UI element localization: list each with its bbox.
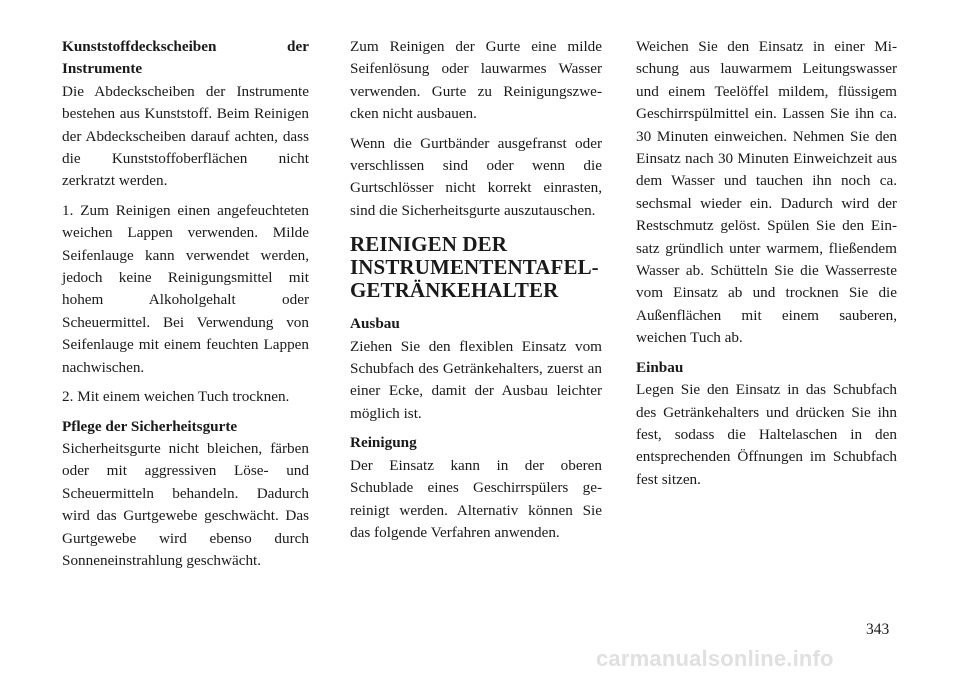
subheading-installation: Einbau: [636, 358, 684, 376]
list-item-step-2: 2. Mit einem weichen Tuch trocknen.: [62, 388, 290, 406]
section-heading-cupholder: [350, 233, 602, 302]
page-number: 343: [866, 621, 890, 638]
section-body-seatbelt-care: Sicherheitsgurte nicht bleichen, färben oder mit aggressiven Löse- und Scheuermitteln behandeln. Dadurch wird das Gurtgewebe geschwächt. Das Gurtgewebe wird ebenso durch Sonneneinstrahlung geschwächt.: [62, 439, 309, 569]
heading-line-3: GETRÄNKEHALTER: [350, 278, 559, 303]
section-title-seatbelt-care: Pflege der Sicherheitsgurte: [62, 417, 238, 435]
heading-line-2: INSTRUMENTENTAFEL-: [350, 255, 599, 280]
section-removal: [350, 313, 602, 425]
subheading-removal: Ausbau: [350, 315, 400, 333]
section-cleaning: [350, 432, 602, 544]
watermark: carmanualsonline.info: [596, 646, 834, 671]
column-right: [636, 36, 897, 498]
section-installation: [636, 357, 897, 491]
list-item-step-1: 1. Zum Reinigen einen angefeuchteten weichen Lappen verwenden. Milde Seifenlauge kann verwendet werden, jedoch keine Reinigungsmittel mit hohem Alkoholgehalt oder Scheuermittel. Bei Verwendung von Seifenlauge mit einem feuchten Lappen nachwischen.: [62, 201, 309, 376]
body-installation: Legen Sie den Einsatz in das Schubfach des Getränkehalters und drücken Sie ihn fest, sodass die Haltelaschen in den entsprechenden Öffnungen im Schubfach fest sitzen.: [636, 381, 897, 488]
heading-line-1: REINIGEN DER: [350, 232, 507, 257]
section-title-instrument-covers: Kunststoffdeckscheiben der Instrumente: [62, 38, 309, 78]
subheading-cleaning: Reinigung: [350, 434, 417, 452]
body-cleaning: Der Einsatz kann in der oberen Schublade eines Geschirrspülers gereinigt werden. Alternativ können Sie das folgende Verfahren anwenden.: [350, 456, 602, 541]
paragraph-seatbelt-replacement: Wenn die Gurtbänder ausgefranst oder verschlissen sind oder wenn die Gurtschlösser nicht korrekt einrasten, sind die Sicherheitsgurte auszutauschen.: [350, 134, 602, 219]
column-middle: [350, 36, 602, 551]
paragraph-seatbelt-cleaning: Zum Reinigen der Gurte eine milde Seifenlösung oder lauwarmes Wasser verwenden. Gurte zu Reinigungszwecken nicht ausbauen.: [350, 38, 602, 123]
paragraph-soaking-procedure: Weichen Sie den Einsatz in einer Mischung aus lauwarmem Leitungswasser und einem Teelöffel mildem, flüssigem Geschirrspülmittel ein. Lassen Sie ihn ca. 30 Minuten einweichen. Nehmen Sie den Einsatz nach 30 Minuten Einweichzeit aus dem Wasser und tauchen ihn noch ca. sechsmal wieder ein. Dadurch wird der Restschmutz gelöst. Spülen Sie den Einsatz gründlich unter warmem, fließendem Wasser ab. Schütteln Sie die Wasserreste vom Einsatz ab und trocknen Sie die Außenflächen mit einem sauberen, weichen Tuch ab.: [636, 38, 897, 347]
section-body-instrument-covers: Die Abdeckscheiben der Instrumente bestehen aus Kunststoff. Beim Reinigen der Abdeckscheiben darauf achten, dass die Kunststoffoberflächen nicht zerkratzt werden.: [62, 82, 309, 190]
section-seatbelt-care: [62, 416, 309, 573]
column-left: [62, 36, 309, 579]
body-removal: Ziehen Sie den flexiblen Einsatz vom Schubfach des Getränkehalters, zuerst an einer Ecke, damit der Ausbau leichter möglich ist.: [350, 337, 602, 422]
section-instrument-covers: [62, 36, 309, 193]
